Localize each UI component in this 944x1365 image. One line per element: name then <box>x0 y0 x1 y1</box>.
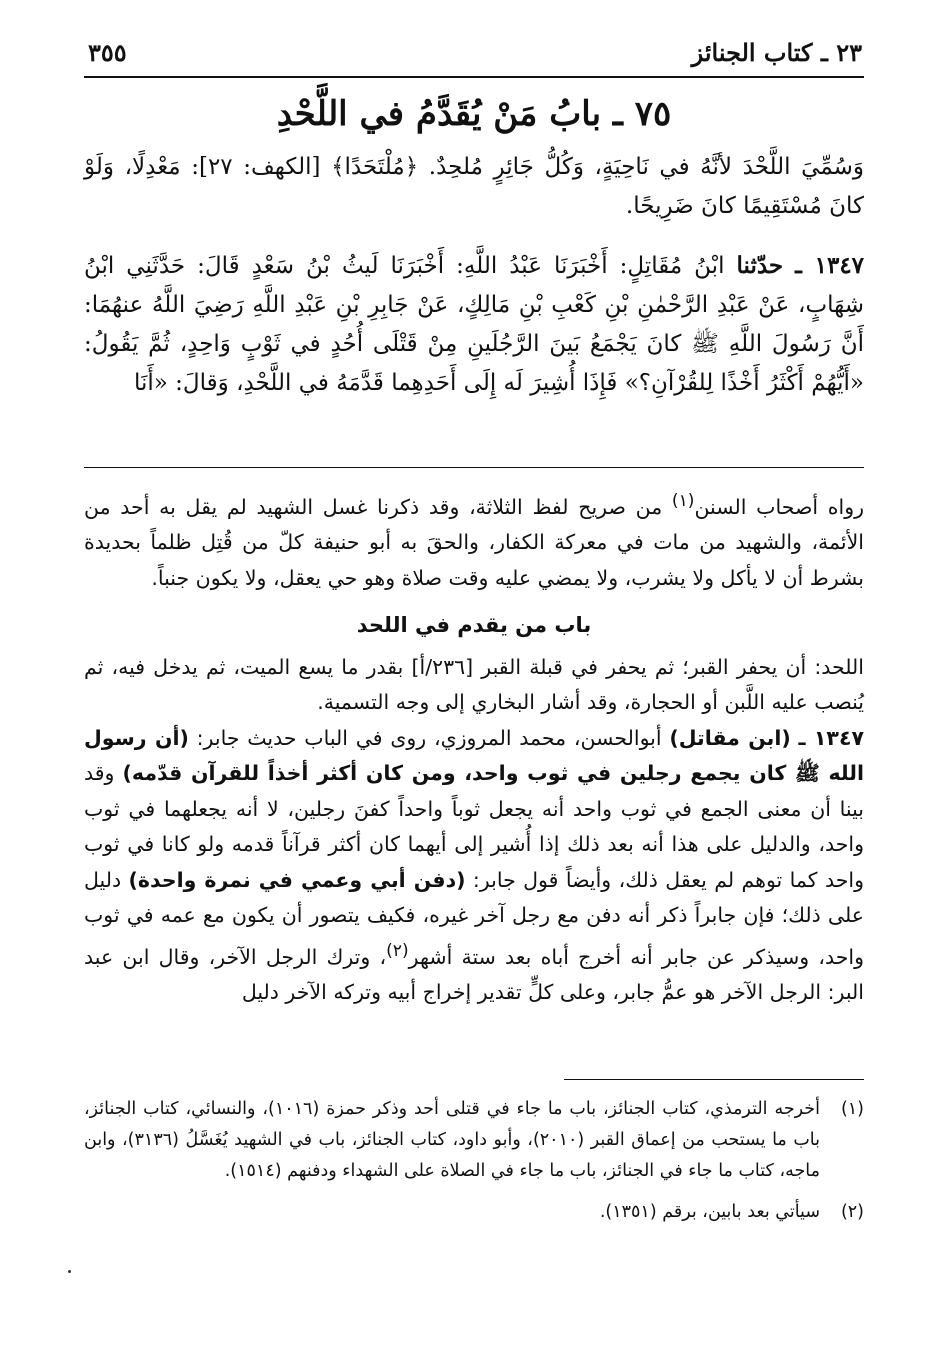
running-header <box>88 32 862 72</box>
commentary-text-1: أبوالحسن، محمد المروزي، روى في الباب حديث جابر: <box>188 725 670 750</box>
footnote-1-text: أخرجه الترمذي، كتاب الجنائز، باب ما جاء في قتلى أحد وذكر حمزة (١٠١٦)، والنسائي، كتاب الجنائز، باب ما يستحب من إعماق القبر (٢٠١٠)، وأبو داود، كتاب الجنائز، باب في الشهيد يُغَسَّلُ (٣١٣٦)، وابن ماجه، كتاب ما جاء في الجنائز، باب ما جاء في الصلاة على الشهداء ودفنهم (١٥١٤). <box>84 1099 821 1181</box>
hadith-text <box>84 246 864 403</box>
hadith-number: ١٣٤٧ ـ <box>795 252 865 279</box>
footnote-ref-1: (١) <box>671 491 695 511</box>
commentary-bold-3: (دفن أبي وعمي في نمرة واحدة) <box>128 867 466 892</box>
commentary-para-3-number: ١٣٤٧ ـ <box>798 725 864 750</box>
footnote-ref-2: (٢) <box>386 940 409 961</box>
commentary-text-2: وقد بينا أن معنى الجمع في ثوب واحد أنه يجعل ثوباً واحداً كفنَ رجلين، لا أنه يجعلهما في ثوب واحد، والدليل على هذا أنه بعد ذلك إذا أُشير إلى أيهما كان أكثر قرآناً قدمه ولو كانا في ثوب واحد كما توهم لم يعقل ذلك، وأيضاً قول جابر: <box>84 761 864 892</box>
hadith-lead: حدّثنا <box>736 252 784 279</box>
commentary-bold-2: (أن رسول الله ﷺ كان يجمع رجلين في ثوب واحد، ومن كان أكثر أخذاً للقرآن قدّمه) <box>84 725 864 786</box>
main-divider <box>84 467 864 468</box>
footnote-2-text: سيأتي بعد بابين، برقم (١٣٥١). <box>599 1202 820 1222</box>
commentary-para-1-start: رواه أصحاب السنن <box>694 494 864 519</box>
footnote-1 <box>84 1094 864 1187</box>
commentary-text-3: دليل على ذلك؛ فإن جابراً ذكر أنه دفن مع رجل آخر غيره، فكيف يتصور أن يكون مع عمه في ثوب واحد، وسيذكر عن جابر أنه أخرج أباه بعد ستة أشهر <box>84 867 864 969</box>
chapter-title: ٧٥ ـ بابُ مَنْ يُقَدَّمُ في اللَّحْدِ <box>276 94 672 134</box>
intro-paragraph <box>84 148 864 226</box>
commentary-para-1-rest: من صريح لفظ الثلاثة، وقد ذكرنا غسل الشهيد لم يقل به أحد من الأئمة، والشهيد من مات في معركة الكفار، والحقَ به أبو حنيفة كلّ من قُتِل ظلماً بحديدة بشرط أن لا يأكل ولا يشرب، ولا يمضي عليه وقت صلاة وهو حي يعقل، ولا يكون جنباً. <box>84 494 864 590</box>
commentary-text-4: ، وترك الرجل الآخر، وقال ابن عبد البر: الرجل الآخر هو عمُّ جابر، وعلى كلٍّ تقدير إخراج أبيه وتركه الآخر دليل <box>84 944 864 1005</box>
footnote-2-mark: (٢) <box>840 1202 864 1222</box>
commentary-para-3 <box>84 721 864 1011</box>
footnote-rule <box>564 1079 864 1080</box>
commentary <box>84 484 864 1011</box>
header-rule <box>84 76 864 78</box>
footnote-1-mark: (١) <box>840 1099 864 1119</box>
header-title: ٢٣ ـ كتاب الجنائز <box>691 37 862 67</box>
stray-mark <box>68 1270 71 1273</box>
page-number: ٣٥٥ <box>88 37 127 67</box>
hadith-block <box>84 246 864 403</box>
intro-text: وَسُمِّيَ اللَّحْدَ لأنَّهُ في نَاحِيَةٍ، وَكُلُّ جَائِرٍ مُلحِدٌ. ﴿مُلْتَحَدًا﴾ [الكهف: ٢٧]: مَعْدِلًا، وَلَوْ كانَ مُسْتَقِيمًا كانَ ضَرِيحًا. <box>84 154 864 219</box>
commentary-para-1 <box>84 484 864 596</box>
commentary-bold-1: (ابن مقاتل) <box>669 725 791 750</box>
commentary-para-2: اللحد: أن يحفر القبر؛ ثم يحفر في قبلة القبر [٢٣٦/أ] بقدر ما يسع الميت، ثم يدخل فيه، ثم يُنصب عليه اللَّبن أو الحجارة، وقد أشار البخاري إلى وجه التسمية. <box>84 654 864 715</box>
hadith-body: ابْنُ مُقَاتِلٍ: أَخْبَرَنَا عَبْدُ اللَّهِ: أَخْبَرَنَا لَيثُ بْنُ سَعْدٍ قَالَ: حَدَّثَنِي ابْنُ شِهَابٍ، عَنْ عَبْدِ الرَّحْمٰنِ بْنِ كَعْبِ بْنِ مَالِكٍ، عَنْ جَابِرِ بْنِ عَبْدِ اللَّهِ رَضِيَ اللَّهُ عنهُمَا: أَنَّ رَسُولَ اللَّهِ ﷺ كانَ يَجْمَعُ بَينَ الرَّجُلَينِ مِنْ قَتْلَى أُحُدٍ في ثَوْبٍ وَاحِدٍ، ثُمَّ يَقُولُ: «أَيُّهُمْ أَكْثَرُ أَخْذًا لِلقُرْآنِ؟» فَإِذَا أُشِيرَ لَه إِلَى أَحَدِهِما قَدَّمَهُ في اللَّحْدِ، وَقالَ: «أَنَا <box>84 253 864 396</box>
commentary-heading: باب من يقدم في اللحد <box>356 613 592 638</box>
footnote-2 <box>84 1197 864 1228</box>
footnotes <box>84 1094 864 1228</box>
